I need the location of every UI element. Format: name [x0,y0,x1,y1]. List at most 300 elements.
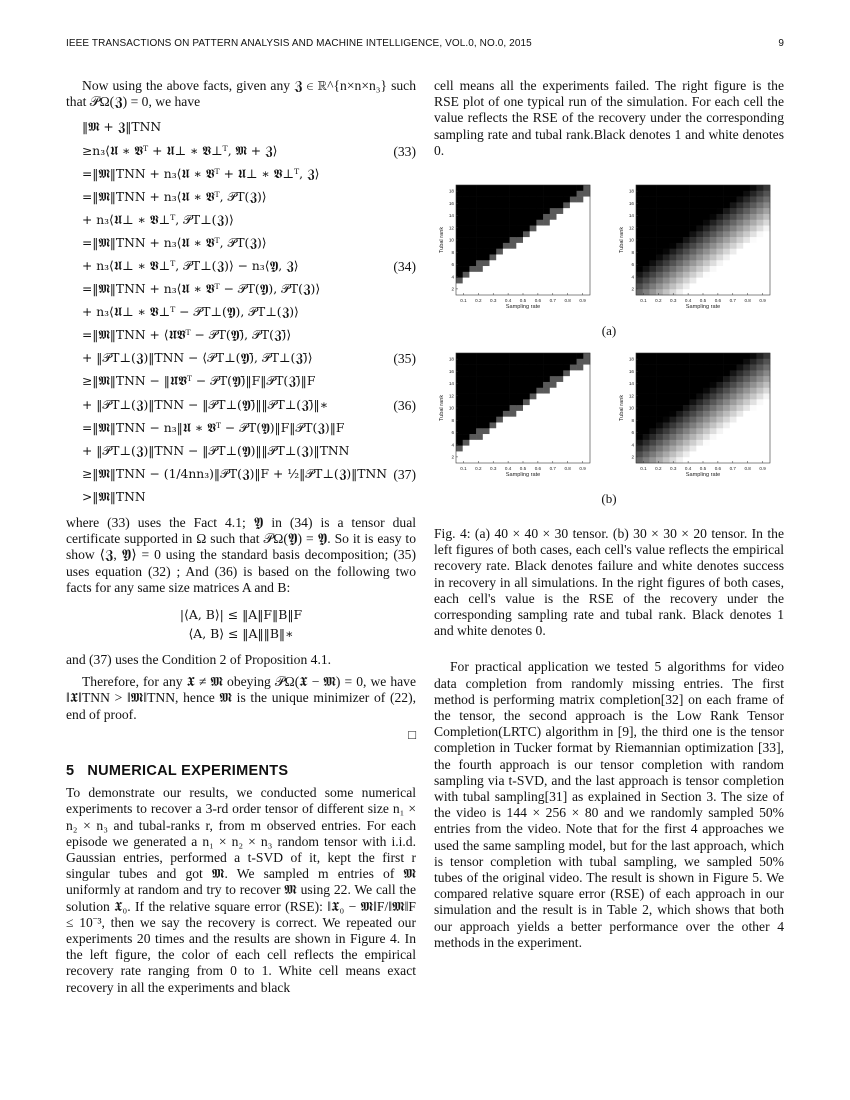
y-tick-label: 2 [631,454,634,460]
intro-paragraph: Now using the above facts, given any 𝖅 ∈ ℝ^{n×n×n₃} such that 𝒫Ω(𝖅) = 0, we have [66,78,416,110]
x-axis-label: Sampling rate [685,304,721,311]
heatmap-cell [563,434,570,440]
equation-text: + ‖𝒫T⊥(𝖅)‖TNN − ‖𝒫T⊥(𝖄)‖‖𝒫T⊥(𝖅)‖TNN [82,443,350,458]
heatmap-cell [469,428,476,434]
fact-inner-product-nuclear: ⟨A, B⟩ ≤ ‖A‖‖B‖∗ [188,626,294,642]
heatmap-cell [456,353,463,359]
heatmap-cell [469,434,476,440]
heatmap-cell [757,394,764,400]
heatmap-cell [649,214,656,220]
heatmap-cell [523,446,530,452]
heatmap-cell [757,446,764,452]
equation-text: ≥‖𝕸‖TNN − ‖𝖀̄𝖁̄ᵀ − 𝒫T(𝖄)̄‖F‖𝒫T(𝖅)̄‖F [82,374,316,389]
heatmap-cell [763,191,770,197]
heatmap-cell [750,394,757,400]
heatmap-cell [496,214,503,220]
heatmap-cell [456,434,463,440]
heatmap-cell [757,191,764,197]
heatmap-cell [476,457,483,463]
x-tick-label: 0.7 [729,298,736,304]
heatmap-cell [463,231,470,237]
heatmap-cell [763,243,770,249]
heatmap-cell [563,365,570,371]
heatmap-cell [530,434,537,440]
heatmap-cell [730,417,737,423]
heatmap-cell [469,422,476,428]
heatmap-cell [743,353,750,359]
heatmap-cell [703,422,710,428]
heatmap-cell [463,243,470,249]
heatmap-cell [523,451,530,457]
heatmap-cell [703,254,710,260]
x-tick-label: 0.5 [519,298,527,304]
heatmap-cell [490,272,497,278]
heatmap-cell [483,405,490,411]
heatmap-cell [557,370,564,376]
heatmap-cell [577,428,584,434]
heatmap-cell [536,457,543,463]
heatmap-cell [516,214,523,220]
heatmap-cell [523,220,530,226]
heatmap-cell [456,399,463,405]
heatmap-cell [456,394,463,400]
heatmap-cell [690,289,697,295]
y-axis-label: Tubal rank [439,394,445,422]
heatmap-cell [696,370,703,376]
heatmap-cell [763,434,770,440]
heatmap-cell [483,197,490,203]
heatmap-cell [463,237,470,243]
heatmap-cell [649,226,656,232]
heatmap-cell [649,278,656,284]
y-tick-label: 8 [451,417,454,423]
heatmap-cell [577,446,584,452]
heatmap-cell [663,243,670,249]
heatmap-cell [570,428,577,434]
heatmap-cell [469,266,476,272]
heatmap-cell [757,278,764,284]
condition-paragraph: and (37) uses the Condition 2 of Proposition 4.1. [66,652,332,668]
heatmap-cell [557,185,564,191]
heatmap-cell [656,365,663,371]
heatmap-cell [583,260,590,266]
heatmap-cell [757,237,764,243]
heatmap-cell [463,272,470,278]
heatmap-cell [670,237,677,243]
heatmap-cell [536,365,543,371]
heatmap-cell [703,185,710,191]
heatmap-cell [763,359,770,365]
heatmap-cell [563,428,570,434]
heatmap-cell [690,191,697,197]
heatmap-cell [757,185,764,191]
heatmap-cell [550,243,557,249]
heatmap-cell [463,411,470,417]
heatmap-cell [703,382,710,388]
heatmap-cell [536,191,543,197]
heatmap-cell [476,260,483,266]
heatmap-cell [656,434,663,440]
heatmap-cell [663,457,670,463]
heatmap-cell [636,191,643,197]
heatmap-cell [510,376,517,382]
heatmap-cell [530,440,537,446]
x-tick-label: 0.2 [475,466,482,472]
heatmap-cell [550,185,557,191]
heatmap-cell [496,451,503,457]
heatmap-cell [703,283,710,289]
heatmap-cell [763,417,770,423]
heatmap-cell [496,405,503,411]
heatmap-cell [476,365,483,371]
heatmap-cell [757,428,764,434]
heatmap-cell [703,388,710,394]
section-number: 5 [66,763,75,780]
heatmap-cell [463,359,470,365]
heatmap-cell [476,243,483,249]
heatmap-cell [643,394,650,400]
heatmap-cell [503,451,510,457]
heatmap-cell [490,197,497,203]
heatmap-cell [656,399,663,405]
heatmap-cell [636,376,643,382]
heatmap-cell [690,185,697,191]
heatmap-cell [523,428,530,434]
heatmap-cell [536,208,543,214]
heatmap-cell [490,411,497,417]
heatmap-b-rse [614,347,784,492]
heatmap-cell [696,446,703,452]
heatmap-cell [516,226,523,232]
heatmap-cell [763,451,770,457]
heatmap-cell [550,451,557,457]
heatmap-cell [496,353,503,359]
heatmap-cell [737,278,744,284]
y-tick-label: 6 [631,262,634,268]
heatmap-cell [510,289,517,295]
heatmap-cell [557,197,564,203]
heatmap-cell [463,191,470,197]
heatmap-cell [703,231,710,237]
heatmap-cell [676,237,683,243]
heatmap-cell [577,434,584,440]
heatmap-cell [636,283,643,289]
heatmap-cell [710,451,717,457]
heatmap-cell [730,278,737,284]
heatmap-cell [743,202,750,208]
heatmap-cell [737,411,744,417]
heatmap-cell [516,411,523,417]
heatmap-cell [730,446,737,452]
heatmap-cell [716,422,723,428]
heatmap-cell [550,197,557,203]
heatmap-cell [496,266,503,272]
therefore-paragraph: Therefore, for any 𝖃 ≠ 𝕸 obeying 𝒫Ω(𝖃 − 𝕸) = 0, we have ‖𝖃‖TNN > ‖𝕸‖TNN, hence 𝕸 is the unique minimizer of (22), end of proof. [66,674,416,722]
heatmap-cell [543,214,550,220]
heatmap-cell [516,237,523,243]
heatmap-cell [476,249,483,255]
heatmap-cell [550,272,557,278]
heatmap-cell [563,399,570,405]
heatmap-cell [730,359,737,365]
heatmap-cell [469,208,476,214]
heatmap-cell [530,226,537,232]
heatmap-cell [503,428,510,434]
where-paragraph: where (33) uses the Fact 4.1; 𝖄 in (34) is a tensor dual certificate supported in Ω such that 𝒫Ω(𝖄) = 𝖄. So it is easy to show ⟨𝖅, 𝖄⟩ = 0 using the standard basis decomposition; (35) uses equation (32) ; And (36) is based on the following two facts for any same size matrices A and B: [66,515,416,595]
heatmap-cell [490,202,497,208]
heatmap-cell [636,266,643,272]
equation-text: + ‖𝒫T⊥(𝖅)‖TNN − ⟨𝒫T⊥(𝖄)̄, 𝒫T⊥(𝖅)̄⟩ [82,351,313,366]
heatmap-cell [690,208,697,214]
heatmap-cell [577,278,584,284]
heatmap-cell [763,440,770,446]
heatmap-cell [670,266,677,272]
heatmap-cell [577,370,584,376]
heatmap-cell [563,243,570,249]
heatmap-cell [563,289,570,295]
heatmap-cell [723,249,730,255]
heatmap-cell [563,405,570,411]
heatmap-cell [676,208,683,214]
heatmap-cell [543,283,550,289]
heatmap-cell [716,405,723,411]
heatmap-cell [530,394,537,400]
x-tick-label: 0.8 [564,298,571,304]
heatmap-cell [696,405,703,411]
heatmap-cell [649,370,656,376]
heatmap-cell [757,220,764,226]
heatmap-cell [683,260,690,266]
heatmap-cell [710,388,717,394]
heatmap-a-recovery-rate [434,179,604,324]
heatmap-cell [763,220,770,226]
heatmap-cell [670,226,677,232]
heatmap-cell [583,289,590,295]
heatmap-cell [583,220,590,226]
heatmap-cell [496,370,503,376]
heatmap-cell [550,249,557,255]
heatmap-cell [530,388,537,394]
heatmap-cell [690,382,697,388]
heatmap-cell [557,278,564,284]
heatmap-cell [696,457,703,463]
heatmap-cell [696,359,703,365]
heatmap-cell [716,440,723,446]
heatmap-cell [690,417,697,423]
heatmap-cell [463,208,470,214]
heatmap-cell [476,202,483,208]
heatmap-cell [563,220,570,226]
x-tick-label: 0.7 [729,466,736,472]
heatmap-cell [750,353,757,359]
heatmap-cell [716,411,723,417]
heatmap-cell [543,278,550,284]
heatmap-cell [737,243,744,249]
heatmap-cell [503,370,510,376]
heatmap-cell [696,214,703,220]
heatmap-cell [557,260,564,266]
x-tick-label: 0.6 [714,466,722,472]
heatmap-cell [723,434,730,440]
heatmap-cell [510,191,517,197]
heatmap-cell [516,434,523,440]
heatmap-cell [503,434,510,440]
heatmap-cell [636,399,643,405]
heatmap-cell [557,289,564,295]
heatmap-cell [710,434,717,440]
heatmap-cell [516,359,523,365]
heatmap-cell [757,272,764,278]
heatmap-cell [550,370,557,376]
x-tick-label: 0.4 [504,298,512,304]
heatmap-cell [476,226,483,232]
heatmap-cell [530,243,537,249]
y-tick-label: 10 [628,237,634,243]
heatmap-cell [550,260,557,266]
heatmap-cell [763,197,770,203]
heatmap-cell [683,440,690,446]
y-tick-label: 12 [448,225,454,231]
heatmap-cell [683,243,690,249]
x-tick-label: 0.4 [684,466,692,472]
heatmap-cell [563,185,570,191]
heatmap-cell [557,220,564,226]
heatmap-cell [490,365,497,371]
heatmap-cell [663,202,670,208]
heatmap-cell [469,226,476,232]
heatmap-cell [469,283,476,289]
heatmap-cell [683,394,690,400]
heatmap-cell [570,394,577,400]
heatmap-cell [583,399,590,405]
heatmap-cell [516,231,523,237]
heatmap-cell [503,226,510,232]
heatmap-cell [463,353,470,359]
heatmap-cell [490,278,497,284]
heatmap-cell [649,434,656,440]
heatmap-cell [676,214,683,220]
heatmap-cell [469,376,476,382]
y-tick-label: 4 [451,274,454,280]
heatmap-cell [469,220,476,226]
heatmap-cell [656,226,663,232]
heatmap-cell [716,272,723,278]
heatmap-cell [750,399,757,405]
heatmap-cell [483,226,490,232]
heatmap-cell [723,208,730,214]
heatmap-cell [570,382,577,388]
x-tick-label: 0.1 [640,466,647,472]
heatmap-cell [543,197,550,203]
heatmap-cell [496,417,503,423]
heatmap-cell [483,214,490,220]
equation-line [82,347,416,370]
heatmap-cell [523,359,530,365]
heatmap-cell [670,446,677,452]
y-tick-label: 8 [451,249,454,255]
heatmap-cell [536,226,543,232]
heatmap-cell [476,289,483,295]
heatmap-cell [716,365,723,371]
heatmap-cell [523,289,530,295]
heatmap-cell [656,376,663,382]
heatmap-cell [563,446,570,452]
heatmap-cell [583,266,590,272]
heatmap-cell [530,272,537,278]
heatmap-cell [696,197,703,203]
heatmap-cell [563,214,570,220]
heatmap-cell [643,220,650,226]
heatmap-cell [676,370,683,376]
heatmap-cell [730,243,737,249]
heatmap-cell [530,231,537,237]
heatmap-cell [690,260,697,266]
heatmap-cell [503,411,510,417]
heatmap-cell [723,266,730,272]
heatmap-cell [463,220,470,226]
heatmap-cell [696,260,703,266]
x-tick-label: 0.3 [490,466,497,472]
heatmap-cell [543,388,550,394]
y-tick-label: 16 [448,200,454,206]
heatmap-cell [710,399,717,405]
heatmap-cell [577,260,584,266]
heatmap-cell [696,353,703,359]
heatmap-cell [536,197,543,203]
heatmap-cell [643,243,650,249]
heatmap-cell [496,376,503,382]
heatmap-cell [750,191,757,197]
heatmap-cell [496,197,503,203]
heatmap-cell [483,370,490,376]
heatmap-cell [476,185,483,191]
heatmap-cell [543,365,550,371]
heatmap-cell [663,226,670,232]
heatmap-cell [490,191,497,197]
heatmap-cell [503,231,510,237]
heatmap-cell [536,353,543,359]
heatmap-cell [516,191,523,197]
heatmap-cell [510,283,517,289]
heatmap-cell [476,382,483,388]
heatmap-cell [510,266,517,272]
heatmap-cell [536,451,543,457]
heatmap-cell [583,191,590,197]
heatmap-cell [490,388,497,394]
heatmap-cell [696,278,703,284]
heatmap-cell [563,197,570,203]
heatmap-cell [750,231,757,237]
heatmap-cell [510,208,517,214]
heatmap-cell [670,411,677,417]
heatmap-cell [557,249,564,255]
heatmap-cell [636,440,643,446]
heatmap-cell [643,388,650,394]
y-tick-label: 8 [631,417,634,423]
heatmap-cell [536,388,543,394]
heatmap-cell [516,388,523,394]
heatmap-cell [583,278,590,284]
heatmap-cell [643,254,650,260]
heatmap-cell [696,289,703,295]
heatmap-cell [496,237,503,243]
heatmap-cell [476,370,483,376]
heatmap-cell [557,405,564,411]
heatmap-cell [737,353,744,359]
x-tick-label: 0.9 [759,466,766,472]
heatmap-cell [656,411,663,417]
heatmap-cell [670,353,677,359]
